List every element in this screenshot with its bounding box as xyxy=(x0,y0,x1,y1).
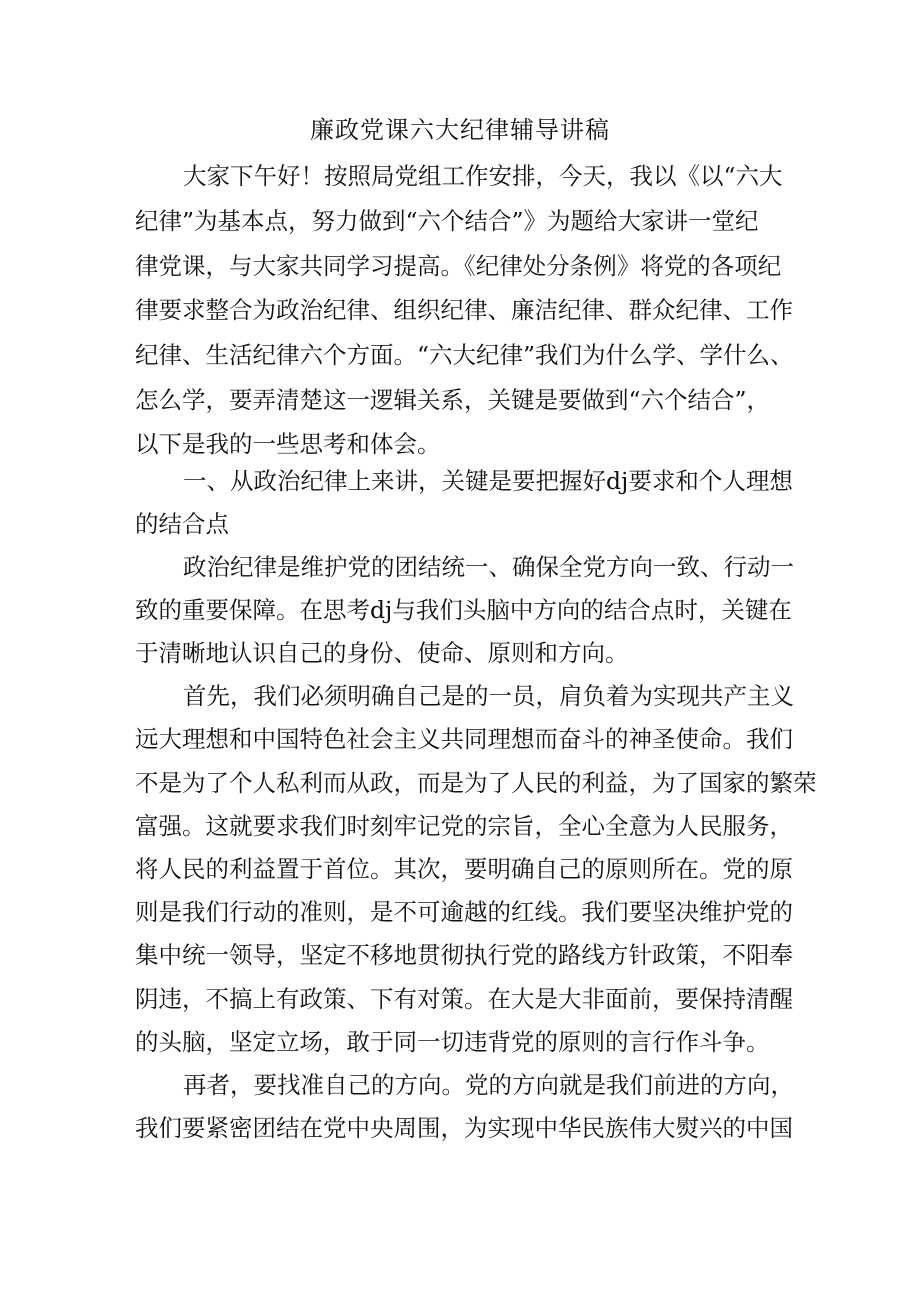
text-line: 将人民的利益置于首位。其次，要明确自己的原则所在。党的原 xyxy=(135,855,793,883)
section-heading-line: 的结合点 xyxy=(135,510,229,538)
text-line: 集中统一领导，坚定不移地贯彻执行党的路线方针政策，不阳奉 xyxy=(135,941,793,969)
text-line: 的头脑，坚定立场，敢于同一切违背党的原则的言行作斗争。 xyxy=(135,1028,770,1056)
document-title: 廉政党课六大纪律辅导讲稿 xyxy=(310,116,610,144)
text-line: 大家下午好！按照局党组工作安排，今天，我以《以“六大 xyxy=(183,162,783,190)
text-line: 远大理想和中国特色社会主义共同理想而奋斗的神圣使命。我们 xyxy=(135,725,793,753)
text-line: 阴违，不搞上有政策、下有对策。在大是大非面前，要保持清醒 xyxy=(135,985,793,1013)
text-line: 律要求整合为政治纪律、组织纪律、廉洁纪律、群众纪律、工作 xyxy=(135,296,793,324)
text-line: 于清晰地认识自己的身份、使命、原则和方向。 xyxy=(135,639,629,667)
text-line: 纪律”为基本点，努力做到“六个结合”》为题给大家讲一堂纪 xyxy=(135,207,759,235)
text-line: 政治纪律是维护党的团结统一、确保全党方向一致、行动一 xyxy=(183,553,794,581)
text-line: 我们要紧密团结在党中央周围，为实现中华民族伟大熨兴的中国 xyxy=(135,1114,793,1142)
text-line: 再者，要找准自己的方向。党的方向就是我们前进的方向， xyxy=(183,1071,794,1099)
text-line: 纪律、生活纪律六个方面。“六大纪律”我们为什么学、学什么、 xyxy=(135,341,794,369)
section-heading-line: 一、从政治纪律上来讲，关键是要把握好dj要求和个人理想 xyxy=(183,467,793,495)
text-line: 以下是我的一些思考和体会。 xyxy=(135,430,441,458)
text-line: 则是我们行动的准则，是不可逾越的红线。我们要坚决维护党的 xyxy=(135,898,793,926)
text-line: 律党课，与大家共同学习提高。《纪律处分条例》将党的各项纪 xyxy=(135,252,782,280)
text-line: 致的重要保障。在思考dj与我们头脑中方向的结合点时，关键在 xyxy=(135,596,792,624)
text-line: 怎么学，要弄清楚这一逻辑关系，关键是要做到“六个结合”， xyxy=(135,386,771,414)
text-line: 富强。这就要求我们时刻牢记党的宗旨，全心全意为人民服务， xyxy=(135,812,793,840)
text-line: 首先，我们必须明确自己是的一员，肩负着为实现共产主义 xyxy=(183,682,794,710)
text-line: 不是为了个人私利而从政，而是为了人民的利益，为了国家的繁荣 xyxy=(135,769,817,797)
